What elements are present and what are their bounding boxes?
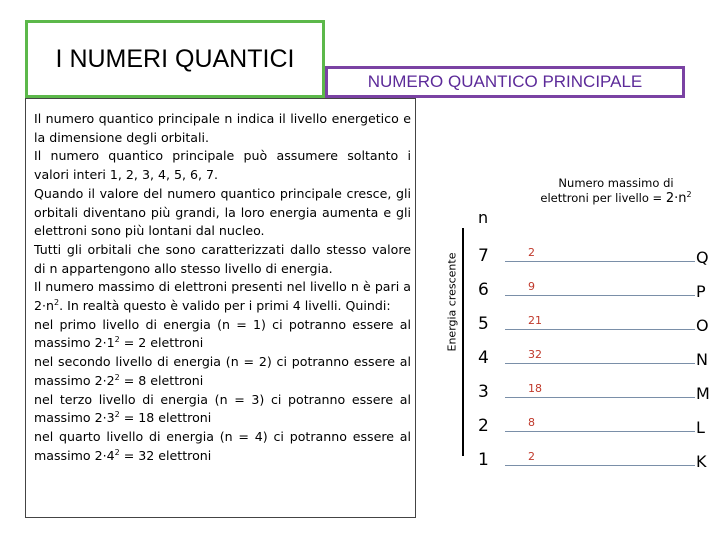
level-shell: M [696, 384, 710, 403]
max-electrons-formula-exp: 2 [686, 190, 692, 200]
level-shell: Q [696, 248, 709, 267]
level-n: 3 [478, 382, 489, 402]
level-line [505, 329, 695, 330]
level-max-electrons: 18 [528, 382, 542, 395]
level-n: 1 [478, 450, 489, 470]
level-max-electrons: 8 [528, 416, 535, 429]
level-3-exp: 2 [114, 410, 120, 420]
energy-level-row [0, 344, 720, 374]
level-line [505, 465, 695, 466]
max-electrons-header [536, 176, 696, 206]
level-n: 2 [478, 416, 489, 436]
level-shell: P [696, 282, 706, 301]
level-n: 6 [478, 280, 489, 300]
level-shell: K [696, 452, 707, 471]
level-2-pre: nel secondo livello di energia (n = 2) ci potranno essere al massimo 2·2 [34, 354, 411, 388]
level-4-post: = 32 elettroni [119, 447, 212, 463]
energy-axis-label: Energia crescente [445, 252, 459, 352]
level-shell: O [696, 316, 709, 335]
level-2-post: = 8 elettroni [119, 372, 204, 388]
level-n: 7 [478, 246, 489, 266]
level-shell: N [696, 350, 708, 369]
level-4-exp: 2 [114, 447, 120, 457]
paragraph-1: Il numero quantico principale n indica il livello energetico e la dimensione degli orbitali. [34, 111, 411, 145]
level-n: 4 [478, 348, 489, 368]
page-subtitle: NUMERO QUANTICO PRINCIPALE [367, 72, 643, 91]
energy-level-row [0, 378, 720, 408]
paragraph-2: Il numero quantico principale può assumere soltanto i valori interi 1, 2, 3, 4, 5, 6, 7. [34, 148, 411, 183]
subtitle-box [325, 66, 685, 98]
level-2-exp: 2 [114, 372, 120, 382]
level-line [505, 397, 695, 398]
level-n: 5 [478, 314, 489, 334]
energy-level-row [0, 276, 720, 306]
title-box [25, 20, 325, 98]
level-shell: L [696, 418, 705, 437]
level-max-electrons: 2 [528, 450, 535, 463]
paragraph-4: Tutti gli orbitali che sono caratterizzati dallo stesso valore di n appartengono allo stesso livello di energia. [34, 241, 411, 276]
energy-level-row [0, 310, 720, 340]
paragraph-5-pre: Il numero massimo di elettroni presenti nel livello n è pari a 2·n [34, 279, 411, 314]
level-line [505, 363, 695, 364]
level-1-exp: 2 [114, 335, 120, 345]
paragraph-5-exp: 2 [54, 297, 60, 307]
level-3-pre: nel terzo livello di energia (n = 3) ci potranno essere al massimo 2·3 [34, 391, 411, 426]
level-max-electrons: 9 [528, 280, 535, 293]
level-line [505, 295, 695, 296]
level-4-pre: nel quarto livello di energia (n = 4) ci potranno essere al massimo 2·4 [34, 428, 411, 463]
max-electrons-header-text: Numero massimo di elettroni per livello = [540, 176, 674, 205]
level-1-post: = 2 elettroni [119, 335, 204, 351]
level-max-electrons: 21 [528, 314, 542, 327]
energy-level-row [0, 446, 720, 476]
energy-level-row [0, 412, 720, 442]
paragraph-5-post: . In realtà questo è valido per i primi 4 livelli. Quindi: [59, 298, 391, 314]
level-line [505, 261, 695, 262]
level-3-post: = 18 elettroni [119, 410, 212, 426]
level-max-electrons: 2 [528, 246, 535, 259]
level-line [505, 431, 695, 432]
n-column-header: n [478, 208, 489, 227]
level-max-electrons: 32 [528, 348, 542, 361]
page-title: I NUMERI QUANTICI [55, 44, 295, 73]
max-electrons-formula: 2·n [665, 191, 687, 206]
energy-level-row [0, 242, 720, 272]
paragraph-3: Quando il valore del numero quantico principale cresce, gli orbitali diventano più grandi, la loro energia aumenta e gli elettroni sono più lontani dal nucleo. [34, 185, 411, 239]
level-1-pre: nel primo livello di energia (n = 1) ci potranno essere al massimo 2·1 [34, 316, 411, 351]
